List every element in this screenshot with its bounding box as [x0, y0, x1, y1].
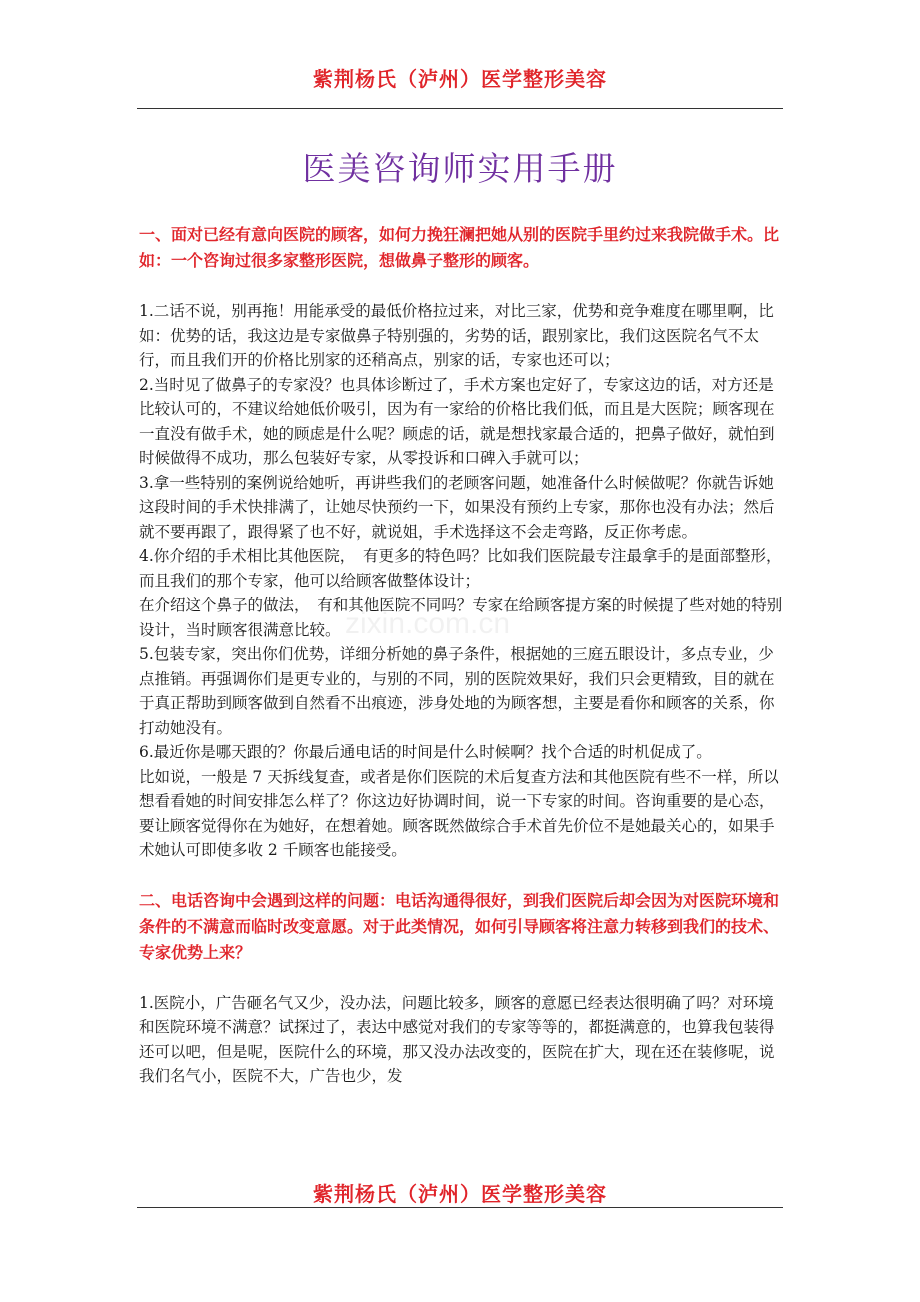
- paragraph: 1.医院小，广告砸名气又少，没办法，问题比较多，顾客的意愿已经表达很明确了吗？对环境和医院环境不满意？试探过了，表达中感觉对我们的专家等等的，都挺满意的，也算我包装得还可以吧，但是呢，医院什么的环境，那又没办法改变的，医院在扩大，现在还在装修呢，说我们名气小，医院不大，广告也少，发: [139, 993, 775, 1085]
- paragraph: 2.当时见了做鼻子的专家没？也具体诊断过了，手术方案也定好了，专家这边的话，对方还是比较认可的，不建议给她低价吸引，因为有一家给的价格比我们低，而且是大医院；顾客现在一直没有做手术，她的顾虑是什么呢？顾虑的话，就是想找家最合适的，把鼻子做好，就怕到时候做得不成功，那么包装好专家，从零投诉和口碑入手就可以；: [139, 375, 775, 467]
- document-body: [139, 222, 784, 1089]
- footer-divider: [137, 1207, 783, 1208]
- paragraph: 1.二话不说，别再拖！用能承受的最低价格拉过来，对比三家，优势和竞争难度在哪里啊，比如：优势的话，我这边是专家做鼻子特别强的，劣势的话，跟别家比，我们这医院名气不太行，而且我们开的价格比别家的还稍高点，别家的话，专家也还可以；: [139, 302, 774, 369]
- paragraph: 3.拿一些特别的案例说给她听，再讲些我们的老顾客问题，她准备什么时候做呢？你就告诉她这段时间的手术快排满了，让她尽快预约一下，如果没有预约上专家，那你也没有办法；然后就不要再跟了，跟得紧了也不好，就说姐，手术选择这不会走弯路，反正你考虑。: [139, 473, 775, 541]
- section-heading: 二、电话咨询中会遇到这样的问题：电话沟通得很好，到我们医院后却会因为对医院环境和条件的不满意而临时改变意愿。对于此类情况，如何引导顾客将注意力转移到我们的技术、专家优势上来？: [139, 890, 780, 962]
- paragraph: 6.最近你是哪天跟的？你最后通电话的时间是什么时候啊？找个合适的时机促成了。: [139, 743, 712, 761]
- paragraph: 在介绍这个鼻子的做法， 有和其他医院不同吗？专家在给顾客提方案的时候提了些对她的特别设计，当时顾客很满意比较。: [139, 596, 783, 639]
- page-header: 紫荆杨氏（泸州）医学整形美容: [313, 67, 607, 91]
- section-heading: 一、面对已经有意向医院的顾客，如何力挽狂澜把她从别的医院手里约过来我院做手术。比如：一个咨询过很多家整形医院，想做鼻子整形的顾客。: [139, 225, 780, 270]
- watermark: zixin.com.cn: [345, 607, 511, 640]
- header-divider: [137, 108, 783, 109]
- page-footer: 紫荆杨氏（泸州）医学整形美容: [313, 1182, 607, 1206]
- paragraph: 5.包装专家，突出你们优势，详细分析她的鼻子条件，根据她的三庭五眼设计，多点专业，少点推销。再强调你们是更专业的，与别的不同，别的医院效果好，我们只会更精致，目的就在于真正帮助到顾客做到自然看不出痕迹，涉身处地的为顾客想，主要是看你和顾客的关系，你打动她没有。: [139, 645, 775, 737]
- paragraph: 4.你介绍的手术相比其他医院， 有更多的特色吗？比如我们医院最专注最拿手的是面部整形，而且我们的那个专家，他可以给顾客做整体设计；: [139, 547, 782, 590]
- document-title: 医美咨询师实用手册: [302, 149, 618, 188]
- paragraph: 比如说，一般是 7 天拆线复查，或者是你们医院的术后复查方法和其他医院有些不一样，所以想看看她的时间安排怎么样了？你这边好协调时间，说一下专家的时间。咨询重要的是心态，要让顾客觉得你在为她好，在想着她。顾客既然做综合手术首先价位不是她最关心的，如果手术她认可即使多收 2 千顾客也能接受。: [139, 767, 779, 859]
